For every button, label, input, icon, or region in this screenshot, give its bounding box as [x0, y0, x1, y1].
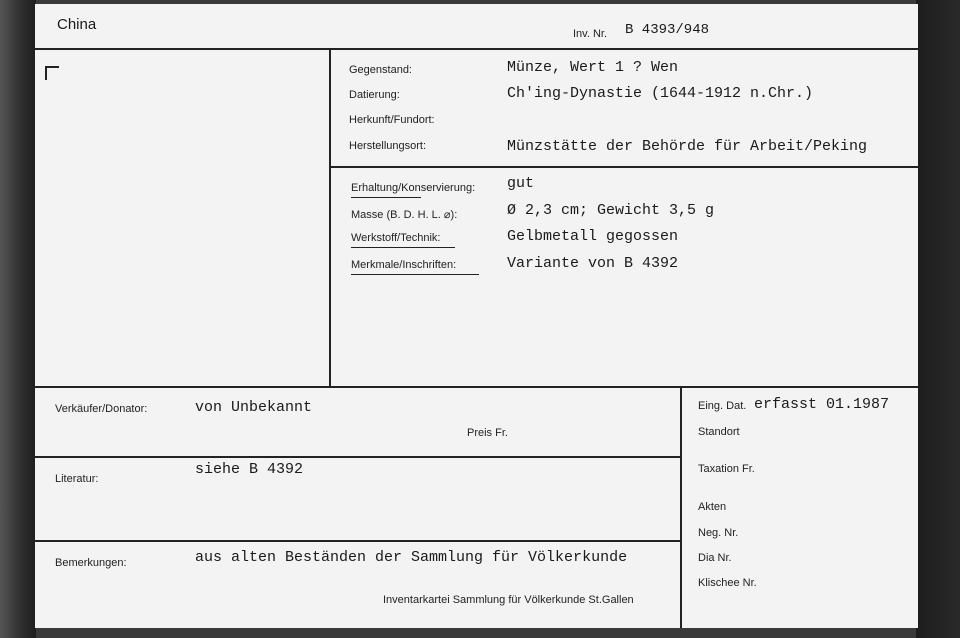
region-title: China	[57, 16, 97, 33]
literatur-divider	[35, 540, 681, 542]
werkstoff-underline	[351, 247, 455, 248]
object-divider	[330, 166, 918, 168]
header-divider	[35, 48, 918, 50]
taxation-label: Taxation Fr.	[698, 463, 755, 475]
datierung-value: Ch'ing-Dynastie (1644-1912 n.Chr.)	[507, 85, 814, 102]
background-right	[916, 0, 960, 638]
merkmale-underline	[351, 274, 479, 275]
admin-divider	[680, 387, 682, 628]
akten-label: Akten	[698, 501, 727, 513]
inv-label: Inv. Nr.	[573, 28, 608, 40]
eing-label: Eing. Dat.	[698, 400, 747, 412]
erhaltung-underline	[351, 197, 421, 198]
masse-label: Masse (B. D. H. L. ⌀):	[351, 209, 458, 221]
herstellungsort-value: Münzstätte der Behörde für Arbeit/Peking	[507, 138, 868, 155]
gegenstand-label: Gegenstand:	[349, 64, 412, 76]
eing-value: erfasst 01.1987	[754, 396, 890, 413]
upper-section-divider	[35, 386, 918, 388]
verkaeufer-value: von Unbekannt	[195, 399, 313, 416]
herkunft-label: Herkunft/Fundort:	[349, 114, 435, 126]
werkstoff-label: Werkstoff/Technik:	[351, 232, 441, 244]
inv-value: B 4393/948	[625, 22, 710, 38]
merkmale-value: Variante von B 4392	[507, 255, 679, 272]
merkmale-label: Merkmale/Inschriften:	[351, 259, 457, 271]
masse-value: Ø 2,3 cm; Gewicht 3,5 g	[507, 202, 715, 219]
neg-label: Neg. Nr.	[698, 527, 739, 539]
herstellungsort-label: Herstellungsort:	[349, 140, 427, 152]
werkstoff-value: Gelbmetall gegossen	[507, 228, 679, 245]
erhaltung-label: Erhaltung/Konservierung:	[351, 182, 476, 194]
photo-divider	[329, 49, 331, 388]
literatur-value: siehe B 4392	[195, 461, 304, 478]
datierung-label: Datierung:	[349, 89, 400, 101]
literatur-label: Literatur:	[55, 473, 99, 485]
klischee-label: Klischee Nr.	[698, 577, 757, 589]
bemerkungen-label: Bemerkungen:	[55, 557, 127, 569]
standort-label: Standort	[698, 426, 740, 438]
photo-corner-mark	[45, 66, 59, 80]
background-left	[0, 0, 36, 638]
gegenstand-value: Münze, Wert 1 ? Wen	[507, 59, 679, 76]
erhaltung-value: gut	[507, 175, 535, 192]
verkaeufer-divider	[35, 456, 681, 458]
inventory-card	[35, 4, 918, 628]
dia-label: Dia Nr.	[698, 552, 732, 564]
card-footer: Inventarkartei Sammlung für Völkerkunde St.Gallen	[383, 594, 634, 606]
bemerkungen-value: aus alten Beständen der Sammlung für Völkerkunde	[195, 549, 628, 566]
preis-label: Preis Fr.	[467, 427, 508, 439]
verkaeufer-label: Verkäufer/Donator:	[55, 403, 148, 415]
